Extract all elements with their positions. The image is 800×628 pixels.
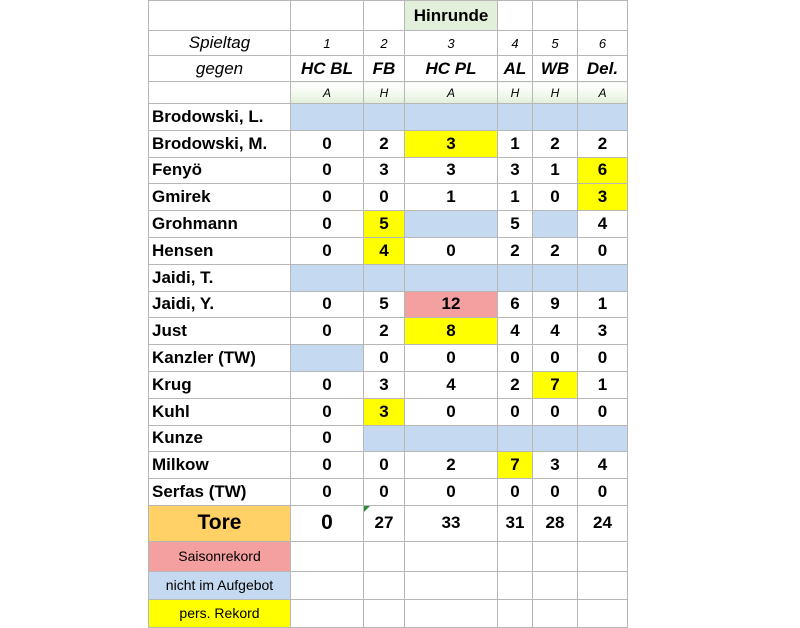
blank-cell[interactable]: [364, 599, 405, 627]
goals-cell[interactable]: 0: [291, 318, 364, 345]
blank-cell[interactable]: [364, 1, 405, 31]
goals-cell[interactable]: 4: [498, 318, 533, 345]
goals-cell[interactable]: 3: [364, 371, 405, 398]
gegen-label[interactable]: gegen: [149, 56, 291, 82]
goals-cell[interactable]: [364, 425, 405, 452]
goals-cell[interactable]: 0: [291, 237, 364, 264]
goals-cell[interactable]: 1: [498, 130, 533, 157]
goals-cell[interactable]: 0: [291, 398, 364, 425]
goals-cell[interactable]: 1: [533, 157, 578, 184]
player-row: [149, 211, 628, 238]
goals-cell[interactable]: 2: [533, 237, 578, 264]
goals-cell[interactable]: 7: [498, 452, 533, 479]
player-name-cell[interactable]: Grohmann: [149, 211, 291, 238]
goals-cell[interactable]: [498, 264, 533, 291]
venue-row: [149, 82, 628, 104]
player-row: [149, 264, 628, 291]
blank-cell[interactable]: [291, 541, 364, 571]
goals-cell[interactable]: 4: [533, 318, 578, 345]
spieltag-label[interactable]: Spieltag: [149, 31, 291, 56]
player-row: [149, 104, 628, 131]
legend-row: [149, 599, 628, 627]
total-cell[interactable]: 33: [405, 505, 498, 541]
blank-cell[interactable]: [498, 541, 533, 571]
goals-cell[interactable]: 4: [578, 452, 628, 479]
goals-cell[interactable]: [533, 264, 578, 291]
player-name-cell[interactable]: Kunze: [149, 425, 291, 452]
goals-cell[interactable]: 0: [405, 479, 498, 506]
player-row: [149, 452, 628, 479]
venue-cell[interactable]: A: [578, 82, 628, 104]
blank-cell[interactable]: [291, 1, 364, 31]
totals-row: [149, 505, 628, 541]
goals-cell[interactable]: 0: [533, 345, 578, 372]
matchday-row: [149, 31, 628, 56]
goals-cell[interactable]: 0: [291, 211, 364, 238]
goals-cell[interactable]: 0: [291, 291, 364, 318]
goals-cell[interactable]: [364, 264, 405, 291]
goals-cell[interactable]: 6: [578, 157, 628, 184]
goals-cell[interactable]: 0: [405, 345, 498, 372]
goals-cell[interactable]: 2: [498, 237, 533, 264]
player-name-cell[interactable]: Kanzler (TW): [149, 345, 291, 372]
goals-cell[interactable]: [405, 264, 498, 291]
goals-cell[interactable]: 2: [498, 371, 533, 398]
blank-cell[interactable]: [578, 1, 628, 31]
opponent-cell[interactable]: AL: [498, 56, 533, 82]
goals-cell[interactable]: 3: [578, 184, 628, 211]
matchday-cell[interactable]: 1: [291, 31, 364, 56]
goals-cell[interactable]: 0: [291, 425, 364, 452]
blank-cell[interactable]: [405, 541, 498, 571]
goals-cell[interactable]: 4: [364, 237, 405, 264]
goals-cell[interactable]: [498, 425, 533, 452]
goals-cell[interactable]: 0: [498, 345, 533, 372]
goals-cell[interactable]: 4: [578, 211, 628, 238]
legend-row: [149, 541, 628, 571]
legend-row: [149, 571, 628, 599]
total-cell[interactable]: 31: [498, 505, 533, 541]
goals-cell[interactable]: 0: [405, 398, 498, 425]
goals-cell[interactable]: 0: [578, 237, 628, 264]
total-cell[interactable]: 28: [533, 505, 578, 541]
goals-cell[interactable]: 1: [578, 371, 628, 398]
blank-cell[interactable]: [578, 599, 628, 627]
goals-cell[interactable]: [291, 104, 364, 131]
goals-cell[interactable]: 3: [364, 157, 405, 184]
goals-cell[interactable]: 2: [364, 318, 405, 345]
goals-cell[interactable]: 6: [498, 291, 533, 318]
player-name-cell[interactable]: Milkow: [149, 452, 291, 479]
player-name-cell[interactable]: Gmirek: [149, 184, 291, 211]
goals-cell[interactable]: [291, 345, 364, 372]
player-name-cell[interactable]: Just: [149, 318, 291, 345]
opponent-cell[interactable]: HC PL: [405, 56, 498, 82]
goals-cell[interactable]: 2: [364, 130, 405, 157]
player-row: [149, 425, 628, 452]
matchday-cell[interactable]: 2: [364, 31, 405, 56]
goals-cell[interactable]: 1: [578, 291, 628, 318]
cell-note-marker-icon: [364, 506, 370, 512]
player-name-cell[interactable]: Serfas (TW): [149, 479, 291, 506]
goals-cell[interactable]: [578, 104, 628, 131]
player-row: [149, 237, 628, 264]
total-cell[interactable]: 27: [364, 505, 405, 541]
player-name-cell[interactable]: Brodowski, M.: [149, 130, 291, 157]
opponent-cell[interactable]: FB: [364, 56, 405, 82]
goals-cell[interactable]: 5: [364, 291, 405, 318]
goals-cell[interactable]: 3: [498, 157, 533, 184]
goals-cell[interactable]: 0: [291, 157, 364, 184]
matchday-cell[interactable]: 4: [498, 31, 533, 56]
venue-cell[interactable]: H: [498, 82, 533, 104]
total-cell[interactable]: 24: [578, 505, 628, 541]
goals-cell[interactable]: 0: [578, 398, 628, 425]
goals-cell[interactable]: 0: [364, 452, 405, 479]
goals-cell[interactable]: 0: [291, 479, 364, 506]
blank-cell[interactable]: [149, 1, 291, 31]
blank-cell[interactable]: [405, 571, 498, 599]
goals-cell[interactable]: [291, 264, 364, 291]
opponent-cell[interactable]: WB: [533, 56, 578, 82]
blank-cell[interactable]: [149, 82, 291, 104]
player-name-cell[interactable]: Hensen: [149, 237, 291, 264]
blank-cell[interactable]: [498, 571, 533, 599]
goals-cell[interactable]: 3: [578, 318, 628, 345]
goals-cell[interactable]: 0: [533, 479, 578, 506]
goals-cell[interactable]: 9: [533, 291, 578, 318]
goals-cell[interactable]: 3: [533, 452, 578, 479]
blank-cell[interactable]: [533, 541, 578, 571]
blank-cell[interactable]: [364, 541, 405, 571]
goals-cell[interactable]: [533, 425, 578, 452]
goals-table: [148, 0, 628, 628]
matchday-cell[interactable]: 5: [533, 31, 578, 56]
goals-cell[interactable]: 0: [291, 130, 364, 157]
goals-cell[interactable]: 0: [291, 184, 364, 211]
goals-cell[interactable]: [533, 104, 578, 131]
goals-cell[interactable]: 3: [405, 157, 498, 184]
goals-cell[interactable]: 12: [405, 291, 498, 318]
goals-cell[interactable]: [578, 425, 628, 452]
section-row: [149, 1, 628, 31]
venue-cell[interactable]: A: [291, 82, 364, 104]
player-row: [149, 184, 628, 211]
player-name-cell[interactable]: Jaidi, Y.: [149, 291, 291, 318]
blank-cell[interactable]: [364, 571, 405, 599]
legend-not-in-squad[interactable]: nicht im Aufgebot: [149, 571, 291, 599]
goals-cell[interactable]: [364, 104, 405, 131]
opponent-cell[interactable]: HC BL: [291, 56, 364, 82]
venue-cell[interactable]: H: [364, 82, 405, 104]
goals-cell[interactable]: 5: [498, 211, 533, 238]
goals-cell[interactable]: [533, 211, 578, 238]
goals-cell[interactable]: 1: [498, 184, 533, 211]
opponent-row: [149, 56, 628, 82]
player-row: [149, 398, 628, 425]
totals-label[interactable]: Tore: [149, 505, 291, 541]
goals-cell[interactable]: 0: [364, 345, 405, 372]
goals-cell[interactable]: 5: [364, 211, 405, 238]
player-row: [149, 291, 628, 318]
goals-cell[interactable]: 2: [405, 452, 498, 479]
venue-cell[interactable]: H: [533, 82, 578, 104]
goals-cell[interactable]: 0: [364, 184, 405, 211]
player-name-cell[interactable]: Fenyö: [149, 157, 291, 184]
player-row: [149, 371, 628, 398]
player-name-cell[interactable]: Brodowski, L.: [149, 104, 291, 131]
player-row: [149, 157, 628, 184]
blank-cell[interactable]: [498, 1, 533, 31]
goals-cell[interactable]: 3: [364, 398, 405, 425]
goals-cell[interactable]: [405, 425, 498, 452]
goals-cell[interactable]: 0: [405, 237, 498, 264]
blank-cell[interactable]: [498, 599, 533, 627]
goals-cell[interactable]: [405, 104, 498, 131]
goals-cell[interactable]: [578, 264, 628, 291]
blank-cell[interactable]: [291, 571, 364, 599]
goals-cell[interactable]: 0: [498, 398, 533, 425]
goals-cell[interactable]: 4: [405, 371, 498, 398]
blank-cell[interactable]: [405, 599, 498, 627]
blank-cell[interactable]: [291, 599, 364, 627]
goals-cell[interactable]: [405, 211, 498, 238]
goals-cell[interactable]: 1: [405, 184, 498, 211]
goals-cell[interactable]: 0: [498, 479, 533, 506]
goals-cell[interactable]: 0: [533, 184, 578, 211]
blank-cell[interactable]: [533, 1, 578, 31]
blank-cell[interactable]: [578, 571, 628, 599]
player-name-cell[interactable]: Kuhl: [149, 398, 291, 425]
legend-personal-record[interactable]: pers. Rekord: [149, 599, 291, 627]
player-name-cell[interactable]: Jaidi, T.: [149, 264, 291, 291]
blank-cell[interactable]: [578, 541, 628, 571]
section-title-hinrunde[interactable]: Hinrunde: [405, 1, 498, 31]
blank-cell[interactable]: [533, 599, 578, 627]
opponent-cell[interactable]: Del.: [578, 56, 628, 82]
goals-cell[interactable]: [498, 104, 533, 131]
player-name-cell[interactable]: Krug: [149, 371, 291, 398]
goals-cell[interactable]: 0: [364, 479, 405, 506]
legend-season-record[interactable]: Saisonrekord: [149, 541, 291, 571]
player-row: [149, 318, 628, 345]
goals-cell[interactable]: 0: [291, 371, 364, 398]
total-cell[interactable]: 0: [291, 505, 364, 541]
goals-cell[interactable]: 0: [291, 452, 364, 479]
player-row: [149, 130, 628, 157]
matchday-cell[interactable]: 6: [578, 31, 628, 56]
venue-cell[interactable]: A: [405, 82, 498, 104]
goals-cell[interactable]: 2: [533, 130, 578, 157]
player-row: [149, 479, 628, 506]
goals-cell[interactable]: 0: [578, 479, 628, 506]
goals-cell[interactable]: 3: [405, 130, 498, 157]
goals-cell[interactable]: 8: [405, 318, 498, 345]
player-row: [149, 345, 628, 372]
goals-cell[interactable]: 0: [533, 398, 578, 425]
matchday-cell[interactable]: 3: [405, 31, 498, 56]
goals-cell[interactable]: 7: [533, 371, 578, 398]
goals-cell[interactable]: 0: [578, 345, 628, 372]
goals-cell[interactable]: 2: [578, 130, 628, 157]
blank-cell[interactable]: [533, 571, 578, 599]
